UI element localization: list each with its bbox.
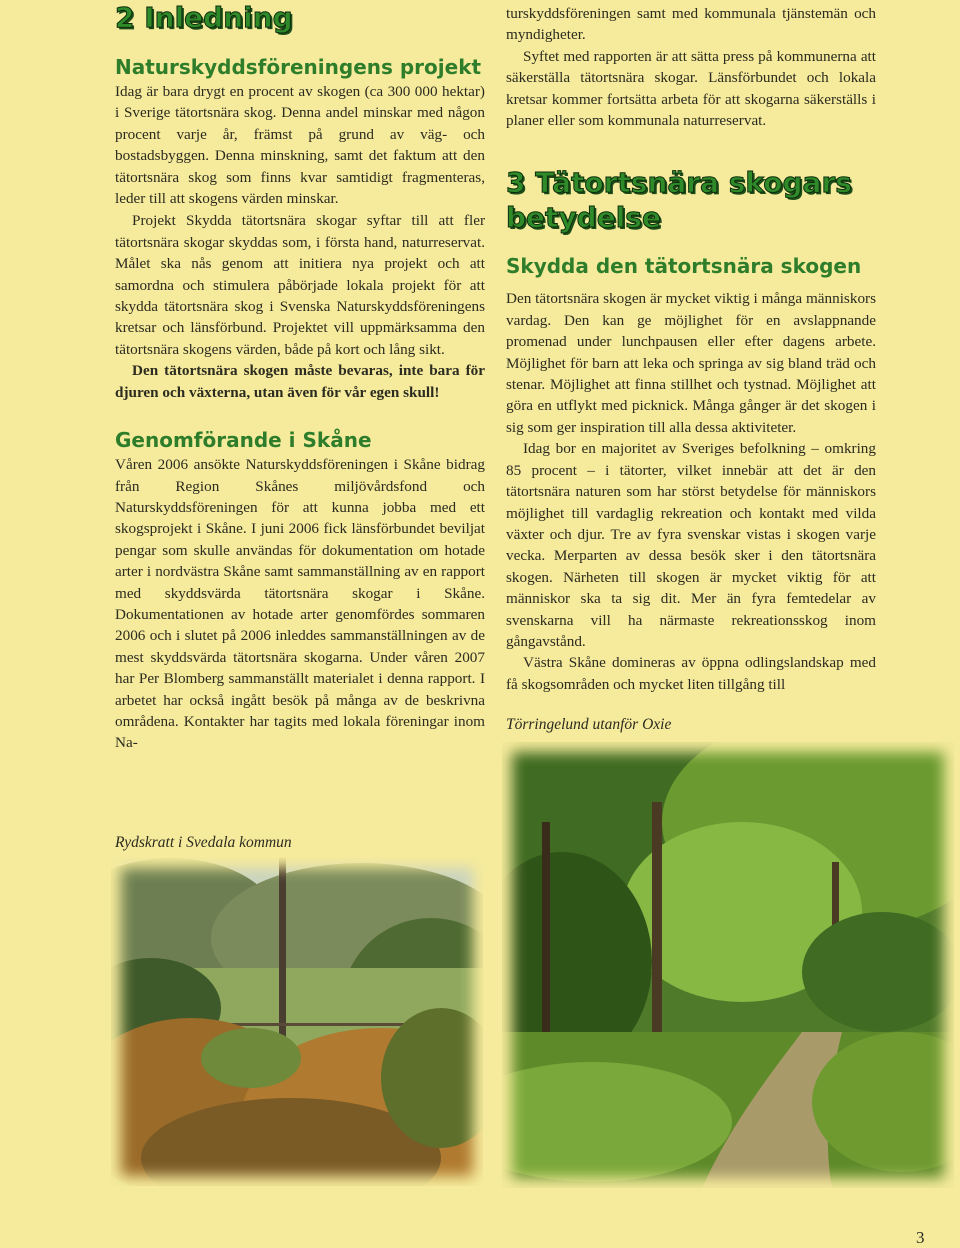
- paragraph-syfte: Syftet med rapporten är att sätta press på kommunerna att säkerställa tätortsnära skogar. Länsförbundet och lokala kretsar kommer fortsätta arbeta för att skogarna säkerställs i planer eller som kommunala naturreservat.: [506, 47, 876, 130]
- chapter-title-inledning: 2 Inledning: [115, 1, 293, 34]
- paragraph-befolkning: Idag bor en majoritet av Sveriges befolkning – omkring 85 procent – i tätorter, vilket innebär att det är den tätortsnära naturen som har störst betydelse för människors möjlighet till vardaglig rekreation och kontakt med vilda växter och djur. Tre av fyra svenskar vistas i skogen varje vecka. Merparten av dessa besök sker i den tätortsnära skogen. Närheten till skogen är mycket viktig för att människor ska ta sig dit. Mer än fyra femtedelar av svenskarna vill ha närmaste rekreationsskog inom gångavstånd.: [506, 440, 876, 650]
- photo-caption-rydskratt: Rydskratt i Svedala kommun: [115, 834, 292, 851]
- section-title-skydda: Skydda den tätortsnära skogen: [506, 254, 862, 279]
- paragraph-continued: turskyddsföreningen samt med kommunala tjänstemän och myndigheter.: [506, 5, 876, 44]
- photo-caption-torringelund: Törringelund utanför Oxie: [506, 716, 672, 733]
- photo-rydskratt: [111, 858, 483, 1186]
- paragraph-intro: Idag är bara drygt en procent av skogen (ca 300 000 hektar) i Sverige tätortsnära skog. Denna andel minskar med någon procent varje år, främst på grund av väg- och bostadsbyggen. Denna minskning, samt det faktum att den tätortsnära skog som finns kvar samtidigt fragmenteras, leder till att skogens värden minskar.: [115, 83, 485, 208]
- forest-path-image: [502, 742, 954, 1188]
- paragraph-genomforande: Våren 2006 ansökte Naturskyddsföreningen i Skåne bidrag från Region Skånes miljövårdsfond och Naturskyddsföreningen för att kunna jobba med ett skogsprojekt i Skåne. I juni 2006 fick länsförbundet beviljat pengar som skulle användas för dokumentation om hotade arter i nordvästra Skåne samt sammanställning av en rapport med skyddsvärda tätortsnära skogar i Skåne. Dokumentationen av hotade arter genomfördes sommaren 2006 och i slutet på 2006 inleddes sammanställningen av de mest skyddsvärda tätortsnära skogarna. Under våren 2007 har Per Blomberg sammanställt materialet i denna rapport. I arbetet har också ingått besök på många av de beskrivna områdena. Kontakter har tagits med lokala föreningar inom Na-: [115, 456, 485, 752]
- paragraph-project-goal: Projekt Skydda tätortsnära skogar syftar till att fler tätortsnära skogar skyddas som, i första hand, naturreservat. Målet ska nås genom att initiera nya projekt och att samordna och stimulera påbörjade lokala projekt för att skydda tätortsnära skog i Svenska Naturskyddsföreningens kretsar och länsförbund. Projektet vill uppmärksamma den tätortsnära skogens värden, både på kort och lång sikt.: [115, 212, 485, 358]
- section-title-project: Naturskyddsföreningens projekt: [115, 55, 482, 79]
- paragraph-bold-statement: Den tätortsnära skogen måste bevaras, inte bara för djuren och växterna, utan även för vår egen skull!: [115, 362, 485, 401]
- left-column: [115, 0, 485, 754]
- paragraph-vardag: Den tätortsnära skogen är mycket viktig i många människors vardag. Den kan ge möjlighet för en avslappnande promenad under lunchpausen eller efter dagens arbete. Möjlighet för barn att leka och springa av sig bland träd och stenar. Möjlighet att finna stillhet och tystnad. Möjlighet att göra en utflykt med picknick. Många gånger är det skogen i sig som ger inspiration till alla dessa aktiviteter.: [506, 290, 876, 436]
- forest-meadow-image: [111, 858, 483, 1186]
- photo-torringelund: [502, 742, 954, 1188]
- right-column: [506, 0, 876, 695]
- chapter-title-tatortsnara: 3 Tätortsnära skogars betydelse: [506, 166, 852, 235]
- paragraph-vastra-skane: Västra Skåne domineras av öppna odlingslandskap med få skogsområden och mycket liten tillgång till: [506, 654, 876, 693]
- section-title-genomforande: Genomförande i Skåne: [115, 428, 372, 453]
- page-number: 3: [916, 1228, 925, 1247]
